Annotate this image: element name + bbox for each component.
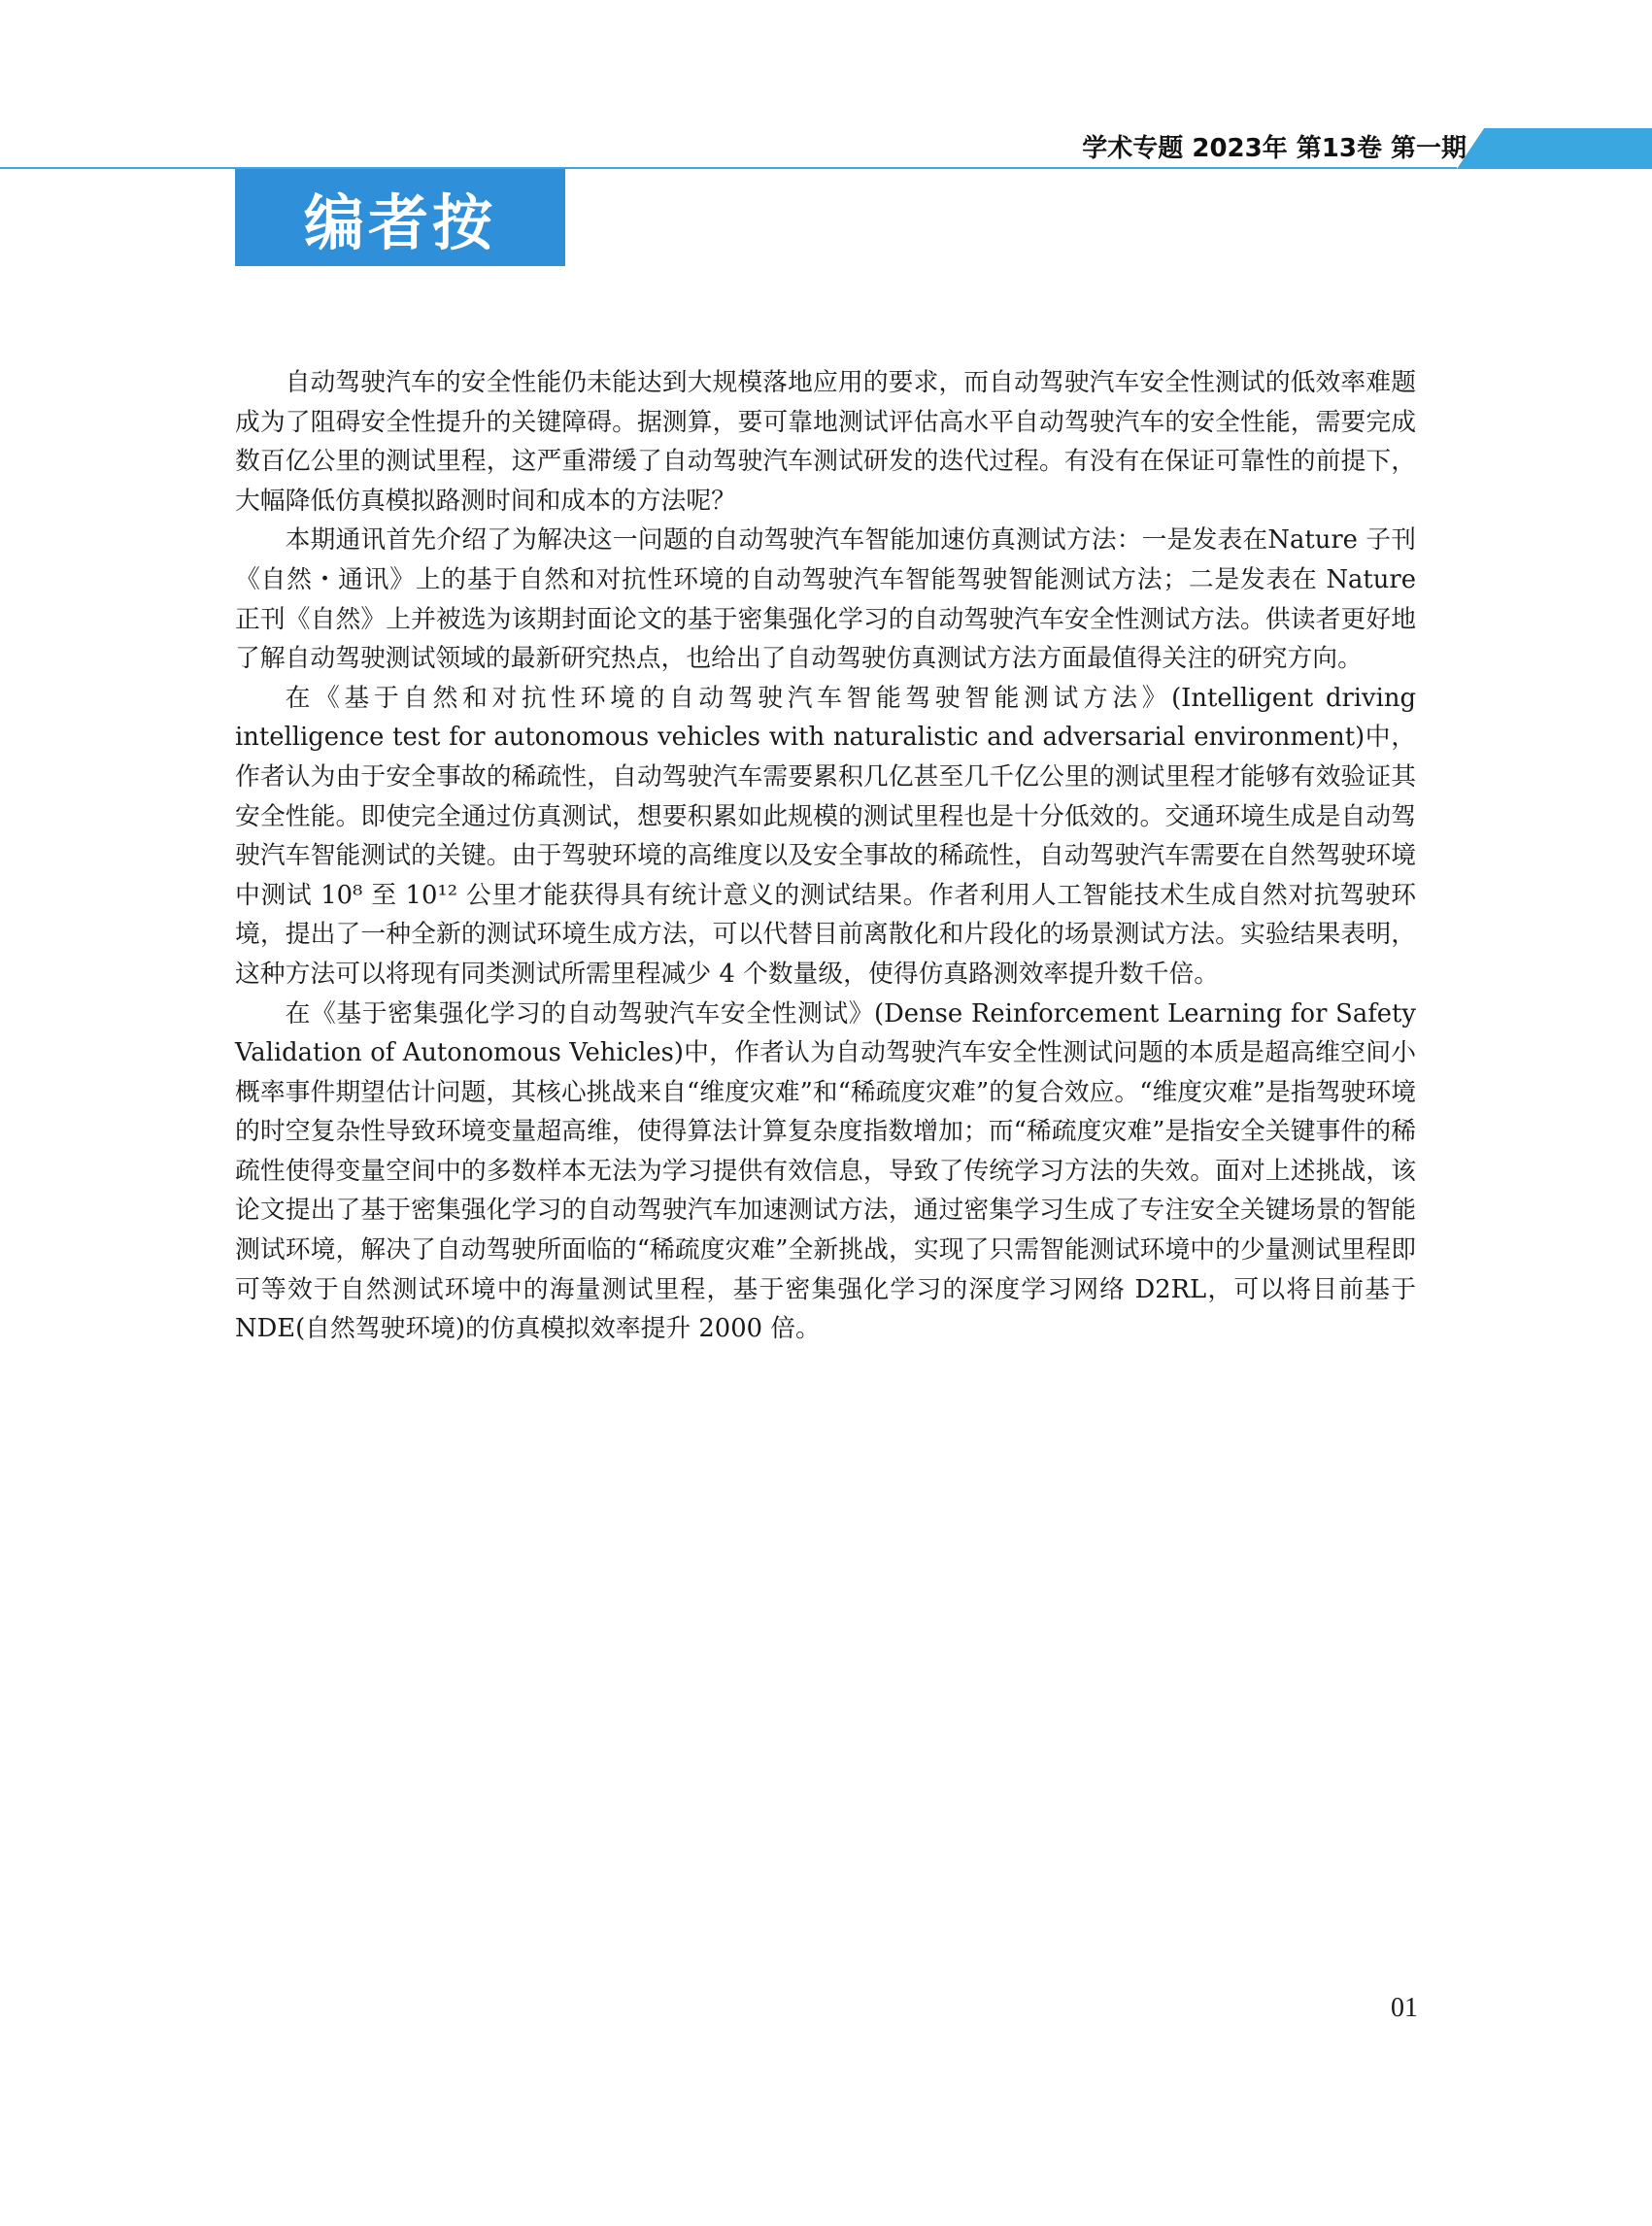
running-header: 学术专题 2023年 第13卷 第一期 xyxy=(1082,134,1467,163)
paragraph: 在《基于密集强化学习的自动驾驶汽车安全性测试》(Dense Reinforcement Learning for Safety Validation of Autonomous Vehicles)中，作者认为自动驾驶汽车安全性测试问题的本质是超高维空间小概率事件期望估计问题，其核心挑战来自“维度灾难”和“稀疏度灾难”的复合效应。“维度灾难”是指驾驶环境的时空复杂性导致环境变量超高维，使得算法计算复杂度指数增加；而“稀疏度灾难”是指安全关键事件的稀疏性使得变量空间中的多数样本无法为学习提供有效信息，导致了传统学习方法的失效。面对上述挑战，该论文提出了基于密集强化学习的自动驾驶汽车加速测试方法，通过密集学习生成了专注安全关键场景的智能测试环境，解决了自动驾驶所面临的“稀疏度灾难”全新挑战，实现了只需智能测试环境中的少量测试里程即可等效于自然测试环境中的海量测试里程，基于密集强化学习的深度学习网络 D2RL，可以将目前基于 NDE(自然驾驶环境)的仿真模拟效率提升 2000 倍。 xyxy=(235,998,1416,1344)
header-accent-stripe xyxy=(1457,128,1652,169)
paragraph: 自动驾驶汽车的安全性能仍未能达到大规模落地应用的要求，而自动驾驶汽车安全性测试的低效率难题成为了阻碍安全性提升的关键障碍。据测算，要可靠地测试评估高水平自动驾驶汽车的安全性能，需要完成数百亿公里的测试里程，这严重滞缓了自动驾驶汽车测试研发的迭代过程。有没有在保证可靠性的前提下，大幅降低仿真模拟路测时间和成本的方法呢？ xyxy=(235,368,1416,516)
paragraph: 本期通讯首先介绍了为解决这一问题的自动驾驶汽车智能加速仿真测试方法：一是发表在Nature 子刊《自然・通讯》上的基于自然和对抗性环境的自动驾驶汽车智能驾驶智能测试方法；二是发表在 Nature 正刊《自然》上并被选为该期封面论文的基于密集强化学习的自动驾驶汽车安全性测试方法。供读者更好地了解自动驾驶测试领域的最新研究热点，也给出了自动驾驶仿真测试方法方面最值得关注的研究方向。 xyxy=(235,525,1416,674)
article-body xyxy=(235,363,1416,1349)
section-title: 编者按 xyxy=(303,186,496,258)
paragraph: 在《基于自然和对抗性环境的自动驾驶汽车智能驾驶智能测试方法》(Intelligent driving intelligence test for autonomous vehicles with naturalistic and adversarial environment)中，作者认为由于安全事故的稀疏性，自动驾驶汽车需要累积几亿甚至几千亿公里的测试里程才能够有效验证其安全性能。即使完全通过仿真测试，想要积累如此规模的测试里程也是十分低效的。交通环境生成是自动驾驶汽车智能测试的关键。由于驾驶环境的高维度以及安全事故的稀疏性，自动驾驶汽车需要在自然驾驶环境中测试 10⁸ 至 10¹² 公里才能获得具有统计意义的测试结果。作者利用人工智能技术生成自然对抗驾驶环境，提出了一种全新的测试环境生成方法，可以代替目前离散化和片段化的场景测试方法。实验结果表明，这种方法可以将现有同类测试所需里程减少 4 个数量级，使得仿真路测效率提升数千倍。 xyxy=(235,683,1416,989)
page-number: 01 xyxy=(1391,1993,1418,2023)
section-title-box xyxy=(235,169,565,266)
header-rule xyxy=(0,167,1457,169)
